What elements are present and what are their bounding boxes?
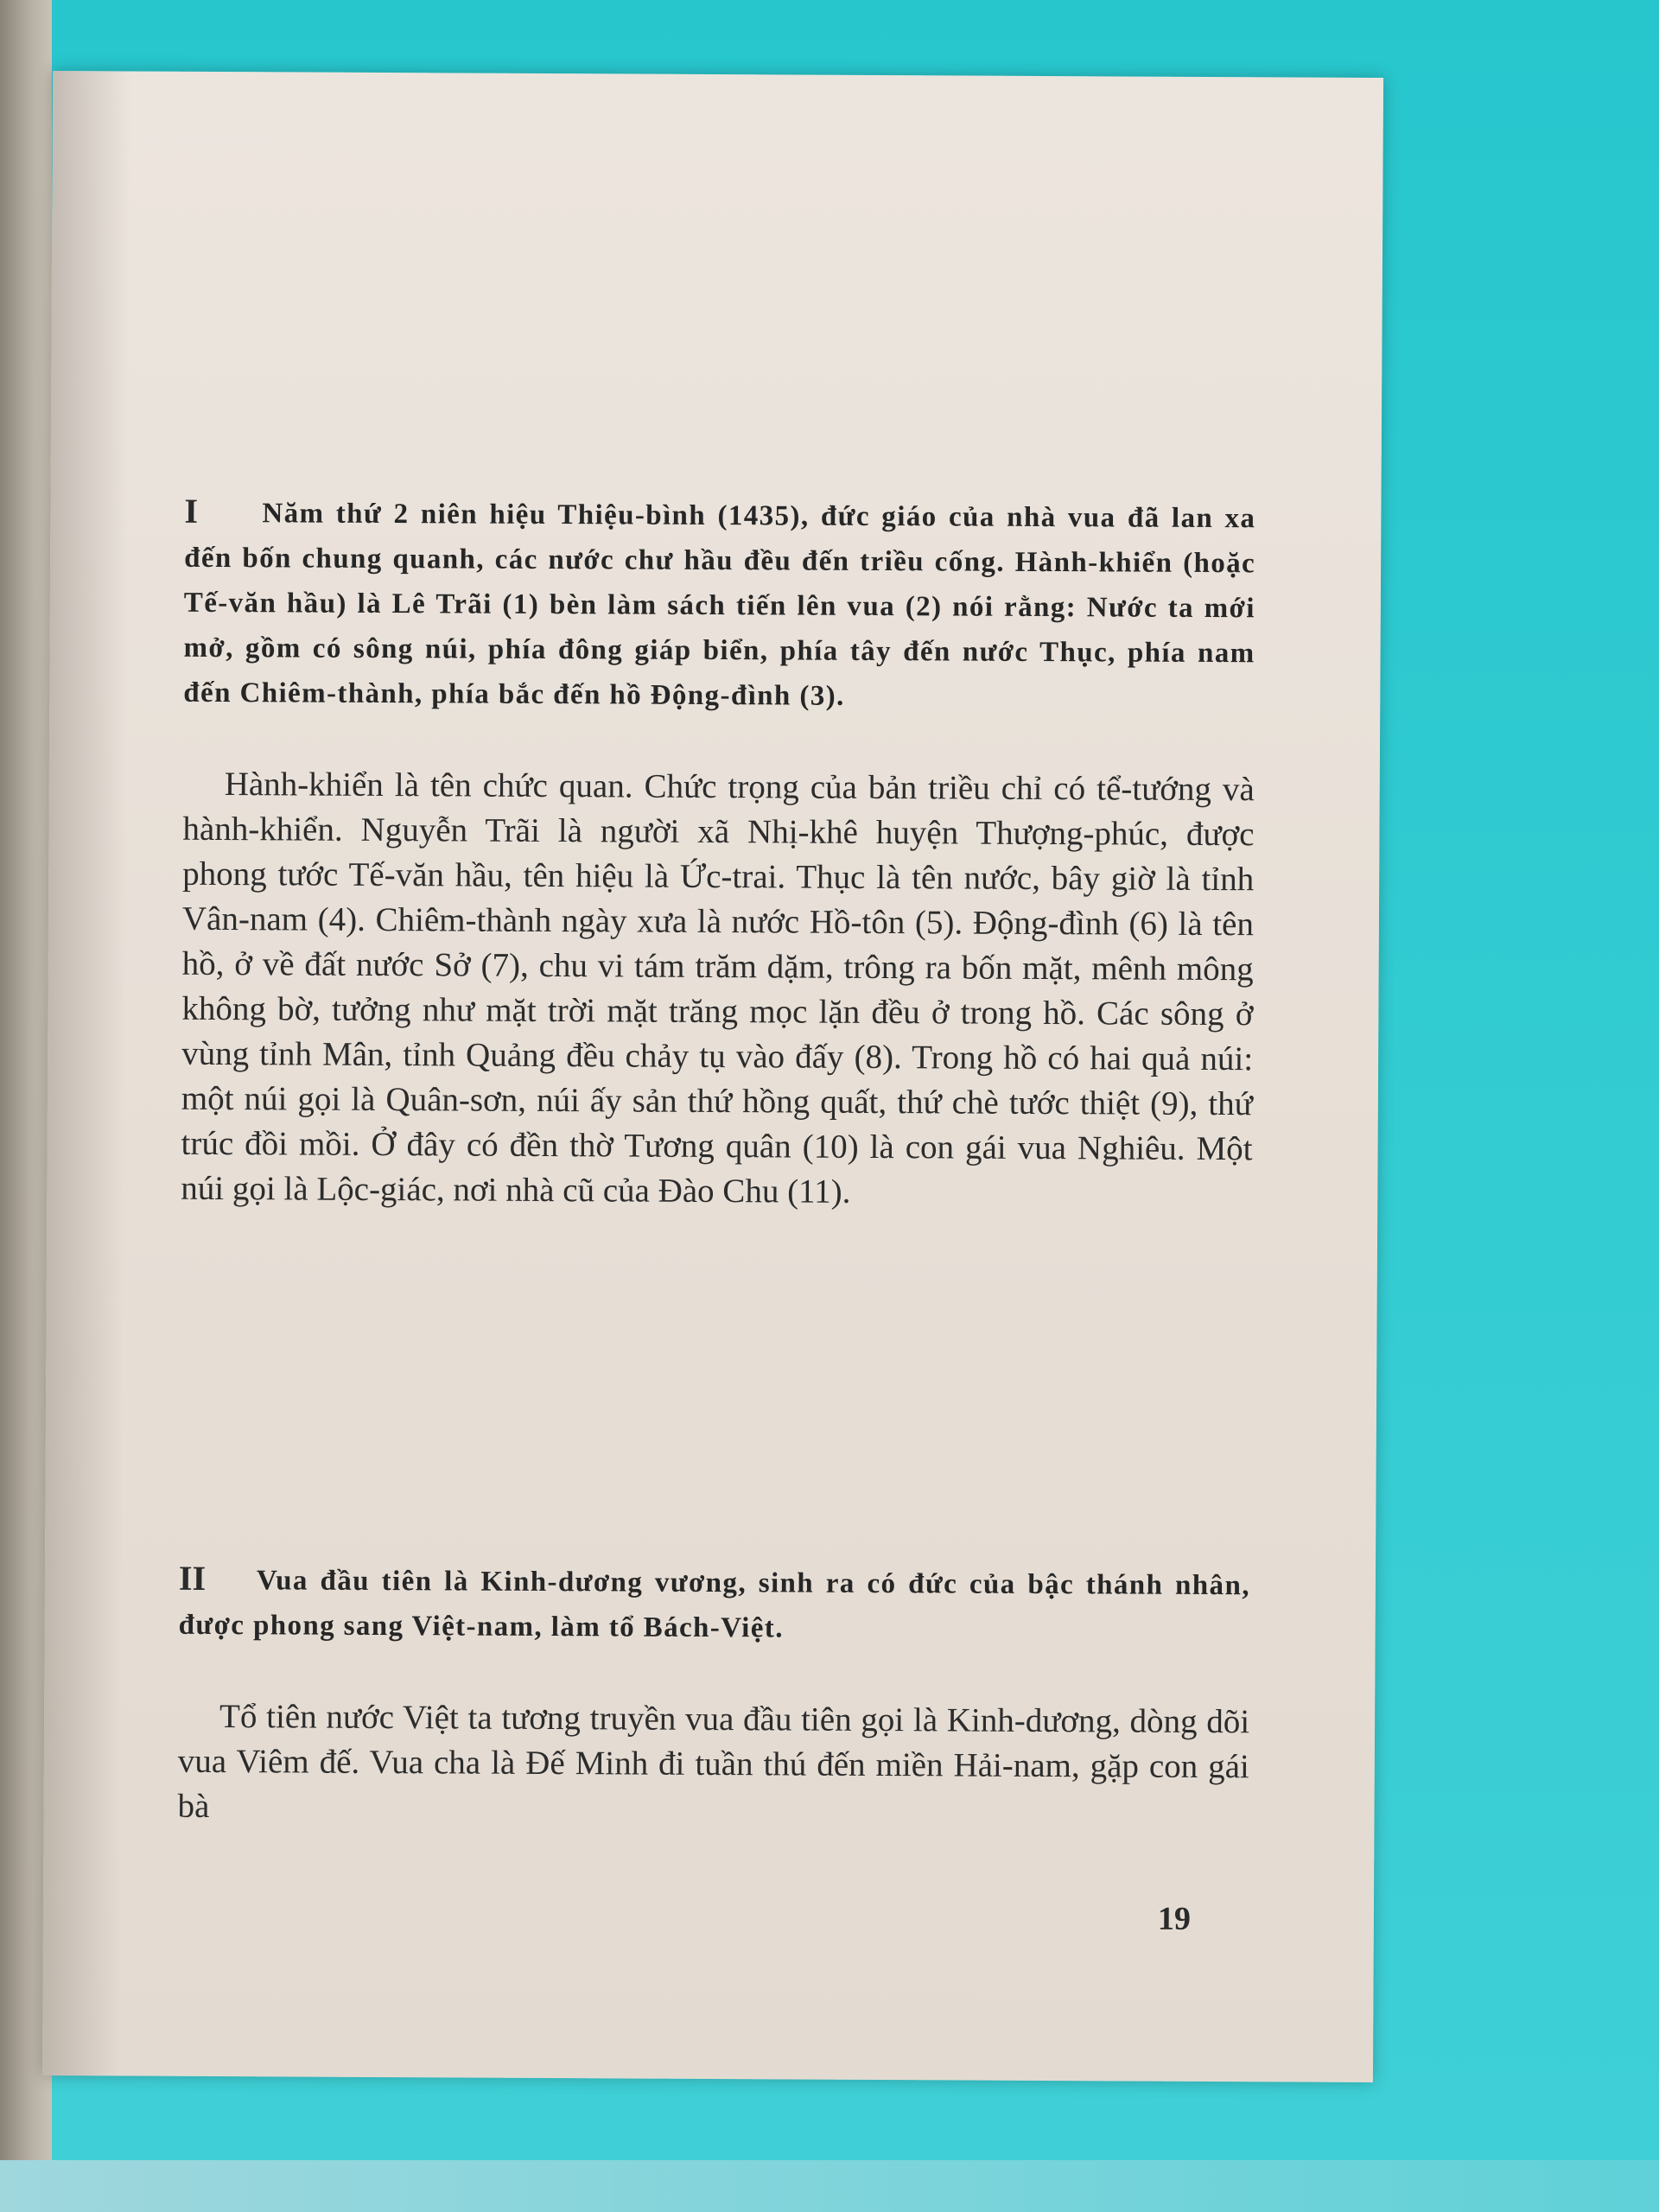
book-page — [42, 71, 1383, 2082]
section-1-numeral: I — [184, 491, 199, 531]
section-2 — [177, 1558, 1250, 1834]
section-2-numeral: II — [178, 1558, 207, 1598]
section-2-body: Tổ tiên nước Việt ta tương truyền vua đầu tiên gọi là Kinh-dương, dòng dõi vua Viêm đế. Vua cha là Đế Minh đi tuần thú đến miền Hải-nam, gặp con gái bà — [177, 1698, 1250, 1825]
section-2-heading: Vua đầu tiên là Kinh-dương vương, sinh ra có đức của bậc thánh nhân, được phong sang Việt-nam, làm tổ Bách-Việt. — [178, 1565, 1251, 1644]
section-1 — [181, 491, 1255, 1217]
page-number: 19 — [1157, 1900, 1192, 1937]
section-1-body: Hành-khiển là tên chức quan. Chức trọng của bản triều chỉ có tể-tướng và hành-khiển. Nguyễn Trãi là người xã Nhị-khê huyện Thượng-phúc, được phong tước Tế-văn hầu, tên hiệu là Ức-trai. Thục là tên nước, bây giờ là tỉnh Vân-nam (4). Chiêm-thành ngày xưa là nước Hồ-tôn (5). Động-đình (6) là tên hồ, ở về đất nước Sở (7), chu vi tám trăm dặm, trông ra bốn mặt, mênh mông không bờ, tưởng như mặt trời mặt trăng mọc lặn đều ở trong hồ. Các sông ở vùng tỉnh Mân, tỉnh Quảng đều chảy tụ vào đấy (8). Trong hồ có hai quả núi: một núi gọi là Quân-sơn, núi ấy sản thứ hồng quất, thứ chè tước thiệt (9), thứ trúc đồi mồi. Ở đây có đền thờ Tương quân (10) là con gái vua Nghiêu. Một núi gọi là Lộc-giác, nơi nhà cũ của Đào Chu (11). — [181, 766, 1255, 1211]
table-surface — [0, 2160, 1659, 2212]
section-1-heading: Năm thứ 2 niên hiệu Thiệu-bình (1435), đức giáo của nhà vua đã lan xa đến bốn chung quanh, các nước chư hầu đều đến triều cống. Hành-khiển (hoặc Tế-văn hầu) là Lê Trãi (1) bèn làm sách tiến lên vua (2) nói rằng: Nước ta mới mở, gồm có sông núi, phía đông giáp biển, phía tây đến nước Thục, phía nam đến Chiêm-thành, phía bắc đến hồ Động-đình (3). — [183, 498, 1256, 712]
